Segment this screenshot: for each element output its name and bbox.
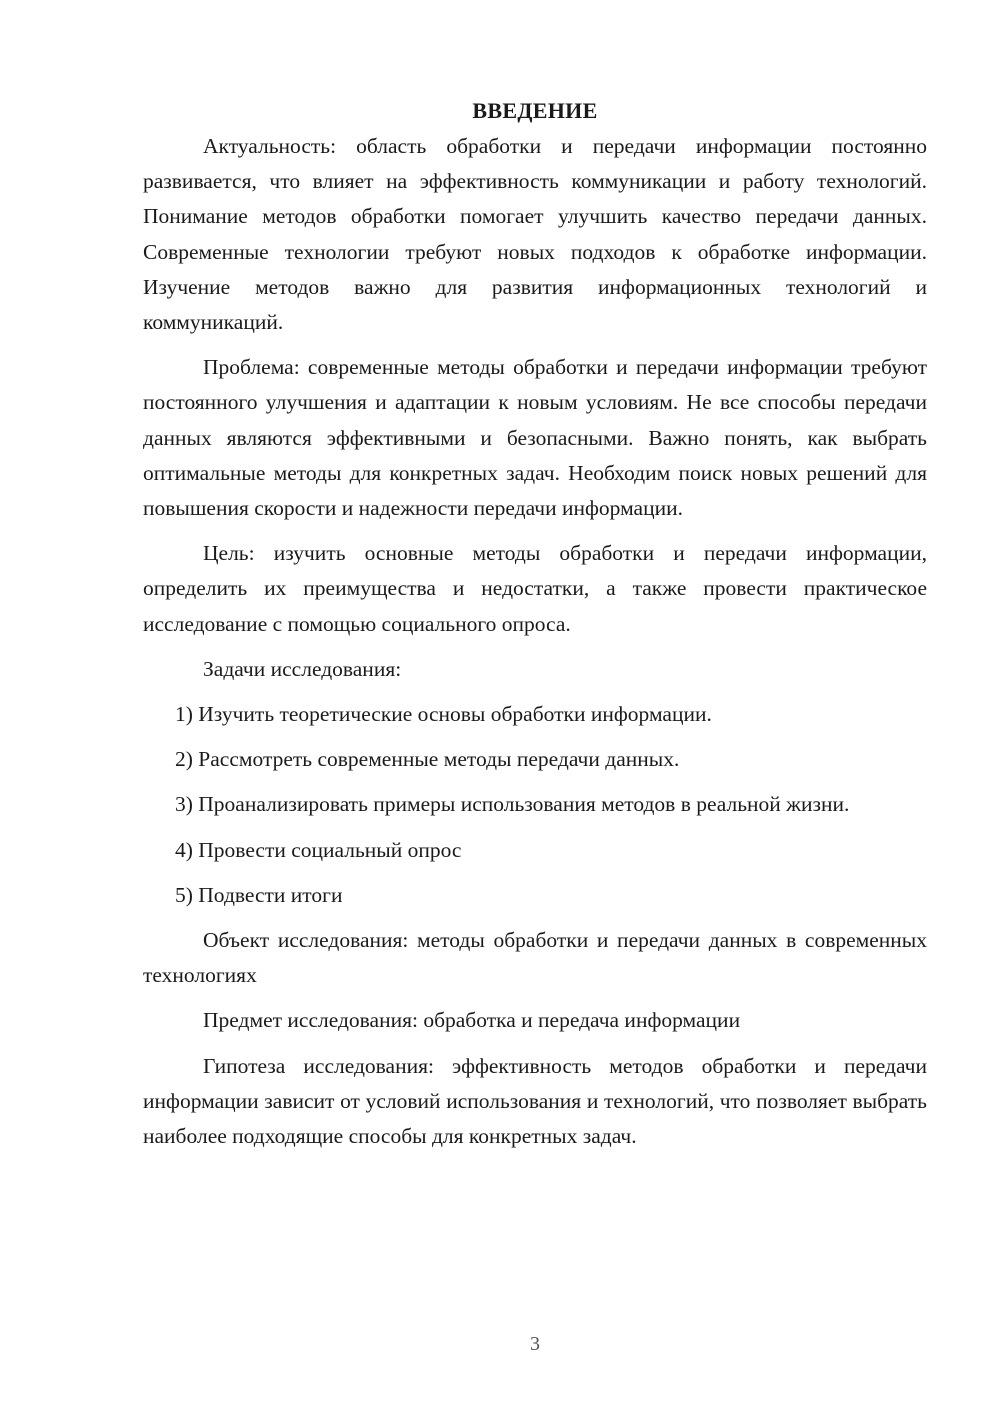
paragraph-subject: Предмет исследования: обработка и передача информации xyxy=(203,1008,741,1033)
page-number: 3 xyxy=(530,1333,540,1355)
task-item-1: 1) Изучить теоретические основы обработки информации. xyxy=(175,702,712,727)
paragraph-relevance: Актуальность: область обработки и передачи информации постоянно развивается, что влияет на эффективность коммуникации и работу технологий. Понимание методов обработки помогает улучшить качество передачи данных. Современные технологии требуют новых подходов к обработке информации. Изучение методов важно для развития информационных технологий и коммуникаций. xyxy=(143,134,927,335)
paragraph-problem: Проблема: современные методы обработки и передачи информации требуют постоянного улучшения и адаптации к новым условиям. Не все способы передачи данных являются эффективными и безопасными. Важно понять, как выбрать оптимальные методы для конкретных задач. Необходим поиск новых решений для повышения скорости и надежности передачи информации. xyxy=(143,355,927,521)
task-item-2: 2) Рассмотреть современные методы передачи данных. xyxy=(175,747,680,772)
task-item-3: 3) Проанализировать примеры использования методов в реальной жизни. xyxy=(175,792,850,817)
section-heading: ВВЕДЕНИЕ xyxy=(472,98,598,123)
task-item-5: 5) Подвести итоги xyxy=(175,882,343,907)
paragraph-object: Объект исследования: методы обработки и передачи данных в современных технологиях xyxy=(143,928,927,988)
document-page xyxy=(143,96,927,1154)
paragraph-hypothesis: Гипотеза исследования: эффективность методов обработки и передачи информации зависит от условий использования и технологий, что позволяет выбрать наиболее подходящие способы для конкретных задач. xyxy=(143,1053,927,1149)
paragraph-goal: Цель: изучить основные методы обработки и передачи информации, определить их преимущества и недостатки, а также провести практическое исследование с помощью социального опроса. xyxy=(143,541,927,636)
task-item-4: 4) Провести социальный опрос xyxy=(175,837,462,862)
paragraph-tasks-heading: Задачи исследования: xyxy=(203,656,402,681)
